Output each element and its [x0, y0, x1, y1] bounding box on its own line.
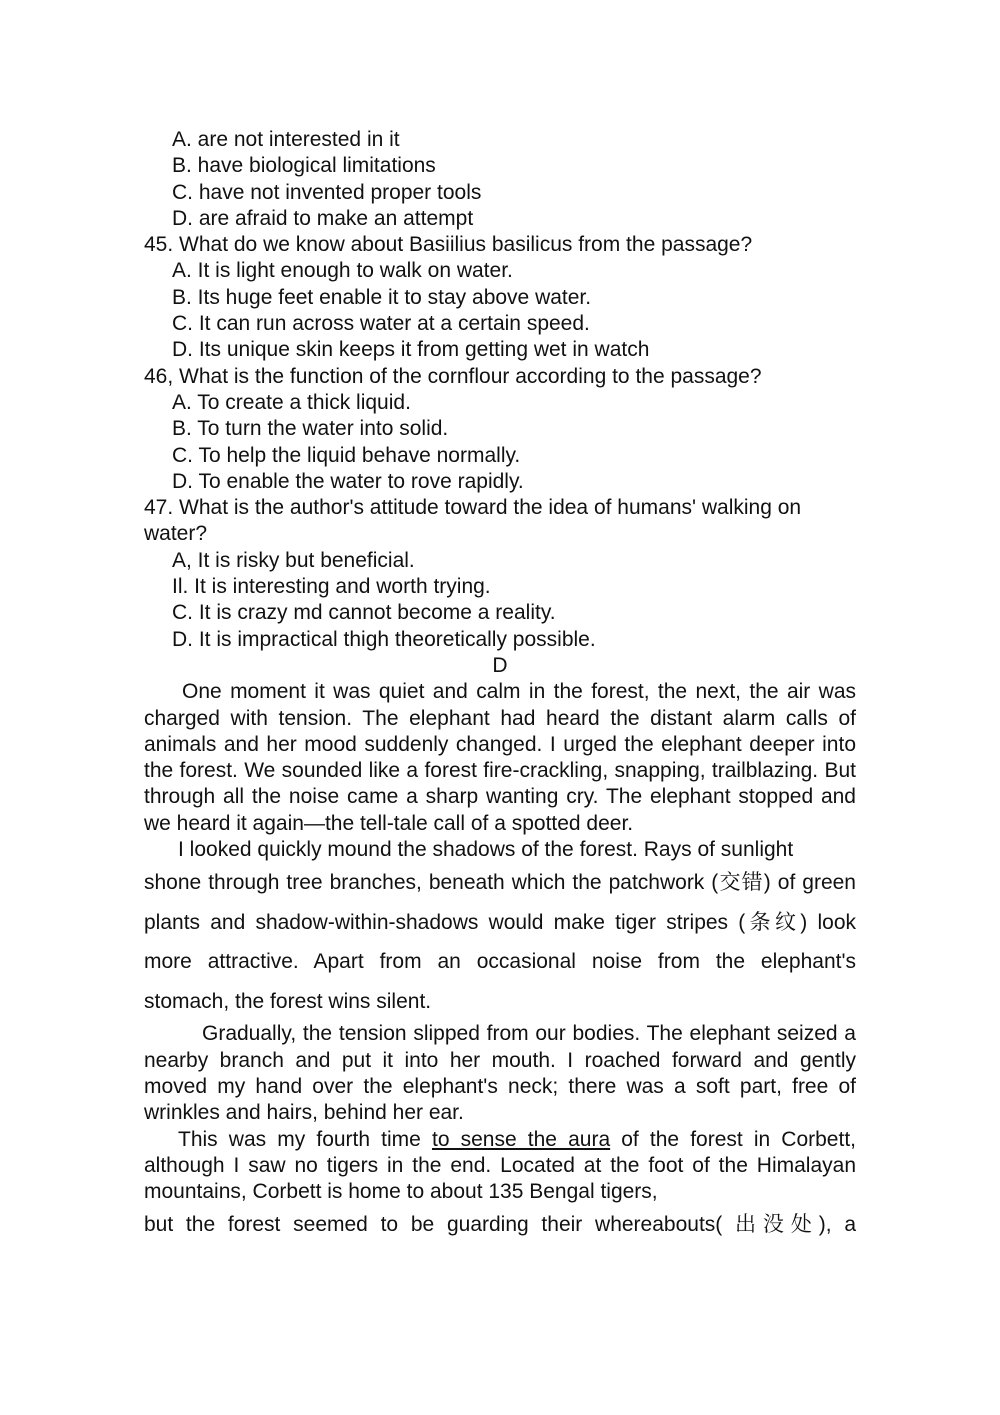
passage-paragraph-4	[144, 1127, 856, 1206]
passage-paragraph-2-line-1: I looked quickly mound the shadows of the forest. Rays of sunlight	[178, 838, 794, 862]
q47-option-c: C. It is crazy md cannot become a reality.	[172, 601, 556, 625]
section-heading-d: D	[492, 653, 508, 677]
q45-option-b: B. Its huge feet enable it to stay above water.	[172, 285, 592, 309]
q45-option-a: A. It is light enough to walk on water.	[172, 259, 513, 283]
paragraph-4-text-start: This was my fourth time	[178, 1127, 432, 1151]
q44-option-b: B. have biological limitations	[172, 154, 436, 178]
q44-option-a: A. are not interested in it	[172, 128, 400, 151]
q46-option-d: D. To enable the water to rove rapidly.	[172, 469, 524, 493]
q44-options	[144, 127, 856, 232]
q45-option-c: C. It can run across water at a certain speed.	[172, 312, 590, 336]
q45-option-d: D. Its unique skin keeps it from getting wet in watch	[172, 338, 650, 362]
passage-paragraph-4-last-line: but the forest seemed to be guarding their whereabouts( 出没处), a	[144, 1213, 856, 1237]
q46-option-c: C. To help the liquid behave normally.	[172, 443, 521, 467]
paragraph-4-text-end: of the forest in Corbett, although I saw no tigers in the end. Located at the foot of the Himalayan mountains, Corbett is home to about 135 Bengal tigers,	[144, 1127, 856, 1204]
underlined-phrase: to sense the aura	[431, 1127, 611, 1151]
q44-option-d: D. are afraid to make an attempt	[172, 206, 474, 230]
passage-paragraph-2: shone through tree branches, beneath which the patchwork (交错) of green plants and shadow-within-shadows would make tiger stripes (条纹) look more attractive. Apart from an occasional noise from the elephant's stomach, the forest wins silent.	[144, 871, 856, 1013]
q46-option-b: B. To turn the water into solid.	[172, 417, 449, 441]
document-page	[144, 127, 856, 1245]
question-46	[144, 364, 856, 495]
question-45	[144, 232, 856, 363]
question-47	[144, 495, 856, 653]
passage-paragraph-3: Gradually, the tension slipped from our bodies. The elephant seized a nearby branch and put it into her mouth. I roached forward and gently moved my hand over the elephant's neck; there was a soft part, free of wrinkles and hairs, behind her ear.	[144, 1022, 856, 1125]
q46-option-a: A. To create a thick liquid.	[172, 390, 411, 414]
q47-option-d: D. It is impractical thigh theoretically possible.	[172, 627, 596, 651]
q47-stem: 47. What is the author's attitude toward the idea of humans' walking on water?	[144, 496, 802, 546]
q47-option-b: Il. It is interesting and worth trying.	[172, 575, 491, 599]
q44-option-c: C. have not invented proper tools	[172, 180, 482, 204]
q47-option-a: A, It is risky but beneficial.	[172, 548, 415, 572]
passage-paragraph-1: One moment it was quiet and calm in the forest, the next, the air was charged with tension. The elephant had heard the distant alarm calls of animals and her mood suddenly changed. I urged the elephant deeper into the forest. We sounded like a forest fire-crackling, snapping, trailblazing. But through all the noise came a sharp wanting cry. The elephant stopped and we heard it again—the tell-tale call of a spotted deer.	[144, 680, 856, 835]
q45-stem: 45. What do we know about Basiilius basilicus from the passage?	[144, 233, 753, 257]
q46-stem: 46, What is the function of the cornflour according to the passage?	[144, 364, 762, 388]
